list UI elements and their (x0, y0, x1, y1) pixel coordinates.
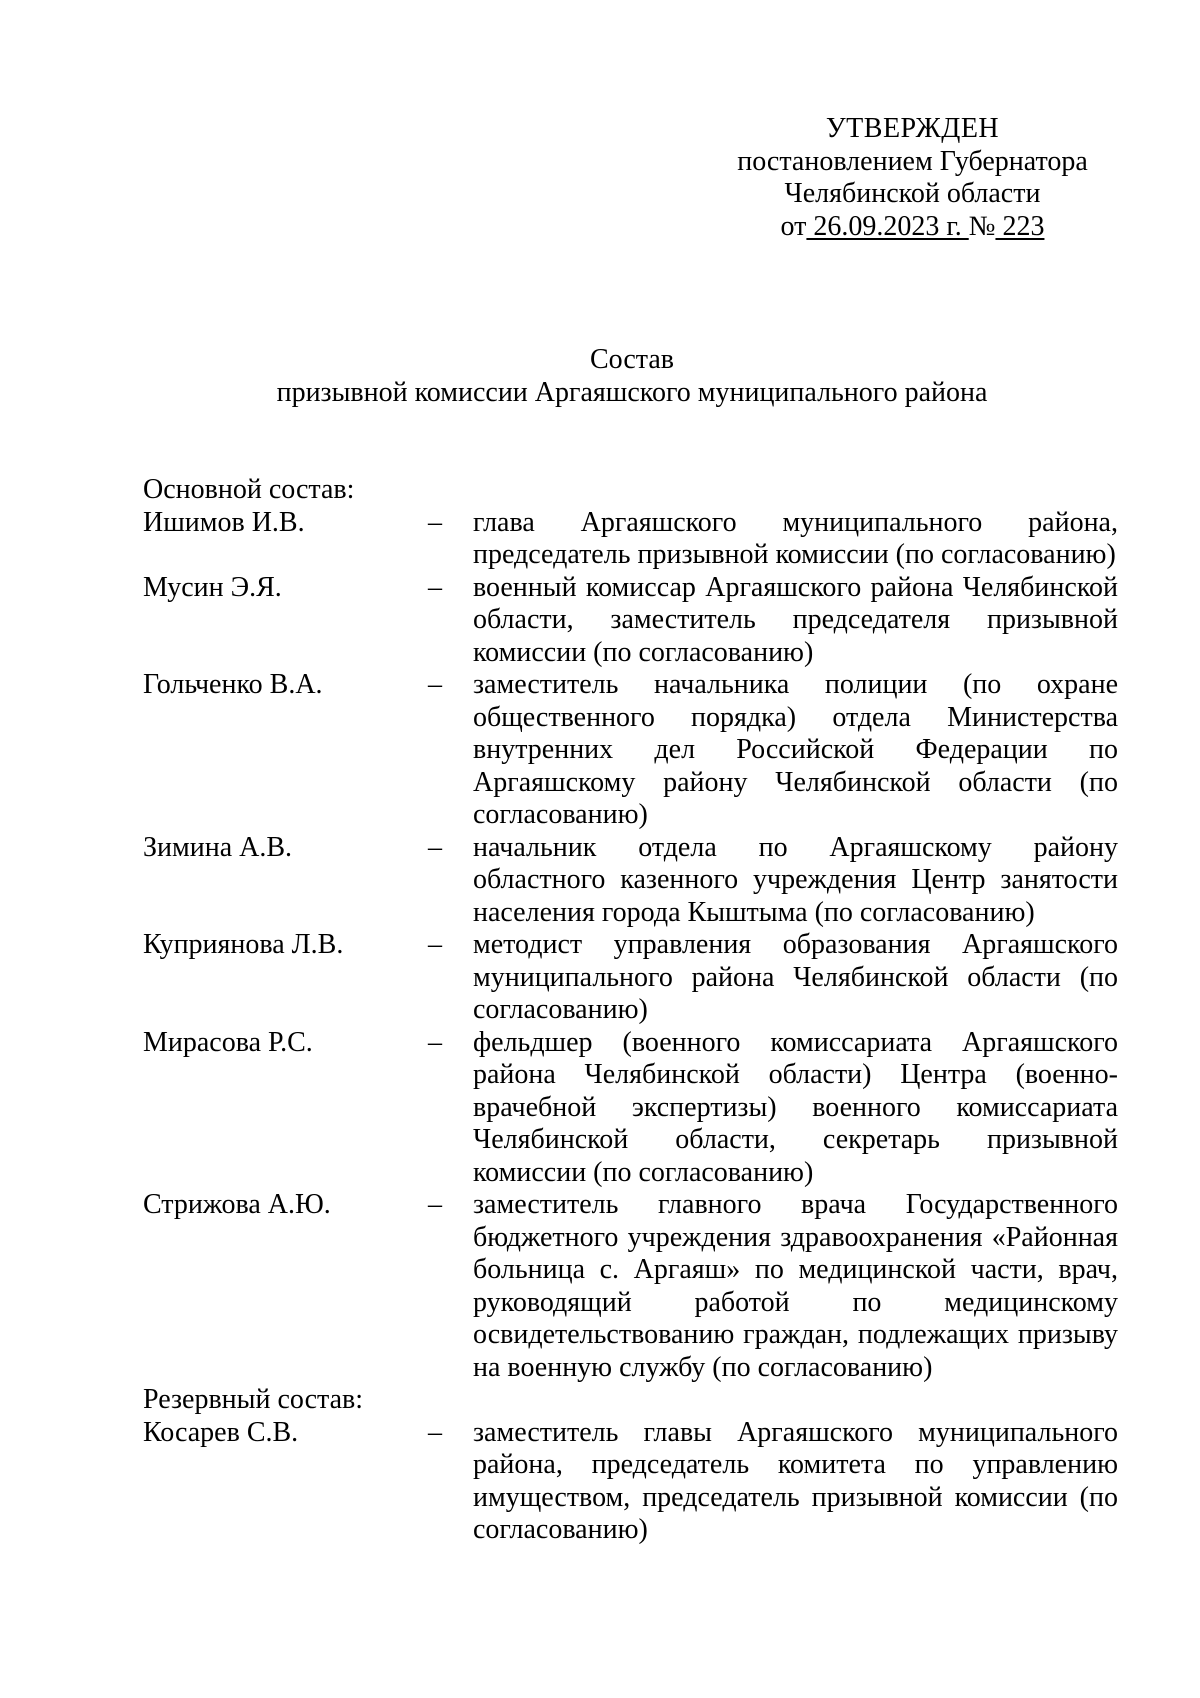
member-role: заместитель начальника полиции (по охране общественного порядка) отдела Министерства внутренних дел Российской Федерации по Аргаяшскому району Челябинской области (по согласованию) (473, 669, 1118, 830)
member-role: начальник отдела по Аргаяшскому району областного казенного учреждения Центр занятости населения города Кыштыма (по согласованию) (473, 831, 1118, 928)
dash-separator: – (428, 1189, 442, 1220)
member-role: заместитель главы Аргаяшского муниципального района, председатель комитета по управлению имуществом, председатель призывной комиссии (по согласованию) (473, 1416, 1118, 1545)
approval-line-region: Челябинской области (784, 178, 1041, 209)
member-entry (143, 929, 1118, 1027)
dash-separator: – (428, 571, 442, 603)
dash-separator: – (428, 1416, 442, 1448)
approval-date-prefix: от (780, 210, 807, 242)
title-heading: Состав (589, 344, 675, 375)
member-name: Косарев С.В. (143, 1416, 299, 1448)
main-section-label: Основной состав: (143, 474, 355, 505)
member-name: Мирасова Р.С. (143, 1026, 313, 1058)
member-entry (143, 507, 1118, 572)
approval-heading: УТВЕРЖДЕН (825, 113, 1000, 144)
member-role: военный комиссар Аргаяшского района Челябинской области, заместитель председателя призывной комиссии (по согласованию) (473, 571, 1118, 668)
member-entry (143, 572, 1118, 670)
member-role: глава Аргаяшского муниципального района, председатель призывной комиссии (по согласованию) (473, 506, 1118, 570)
dash-separator: – (428, 1026, 442, 1058)
title-subheading: призывной комиссии Аргаяшского муниципального района (276, 376, 988, 408)
member-role: методист управления образования Аргаяшского муниципального района Челябинской области (по согласованию) (473, 929, 1118, 1025)
approval-line-decree: постановлением Губернатора (737, 145, 1088, 177)
dash-separator: – (428, 929, 442, 960)
commission-members (143, 474, 1118, 1547)
member-name: Мусин Э.Я. (143, 571, 282, 603)
member-name: Зимина А.В. (143, 831, 293, 863)
approval-date-line (690, 211, 1135, 244)
approval-date: 26.09.2023 г. (806, 210, 969, 242)
member-role: заместитель главного врача Государственного бюджетного учреждения здравоохранения «Районная больница с. Аргаяш» по медицинской части, врач, руководящий работой по медицинскому освидетельствованию граждан, подлежащих призыву на военную службу (по согласованию) (473, 1189, 1118, 1383)
member-name: Ишимов И.В. (143, 506, 305, 538)
member-entry (143, 832, 1118, 930)
member-name: Стрижова А.Ю. (143, 1189, 331, 1220)
dash-separator: – (428, 669, 442, 700)
member-name: Куприянова Л.В. (143, 929, 344, 960)
member-name: Гольченко В.А. (143, 669, 323, 700)
dash-separator: – (428, 506, 442, 538)
approval-number: 223 (995, 210, 1045, 242)
document-title (0, 344, 1200, 409)
member-role: фельдшер (военного комиссариата Аргаяшского района Челябинской области) Центра (военно-врачебной экспертизы) военного комиссариата Челябинской области, секретарь призывной комиссии (по согласованию) (473, 1026, 1118, 1188)
dash-separator: – (428, 831, 442, 863)
member-entry (143, 669, 1118, 832)
member-entry (143, 1417, 1118, 1547)
member-entry (143, 1027, 1118, 1190)
approval-number-prefix: № (968, 210, 996, 242)
approval-stamp (690, 113, 1135, 243)
reserve-section-label: Резервный состав: (143, 1384, 364, 1415)
member-entry (143, 1189, 1118, 1384)
